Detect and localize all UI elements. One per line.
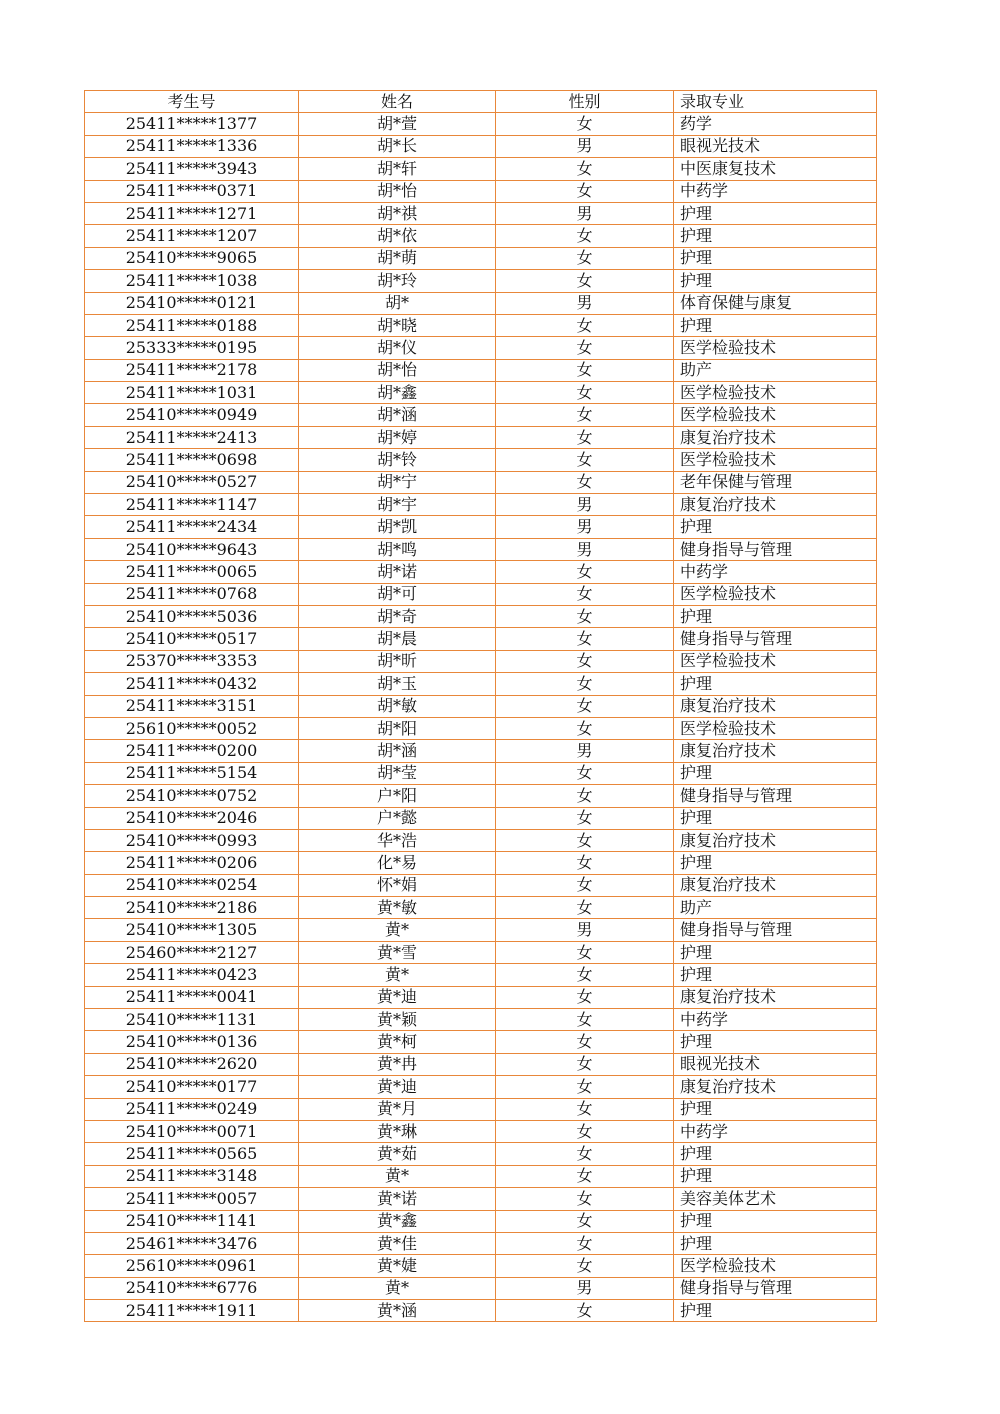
cell-major: 健身指导与管理 (674, 919, 877, 941)
cell-name: 胡*涵 (299, 740, 496, 762)
cell-gender: 女 (496, 1255, 674, 1277)
cell-name: 胡* (299, 292, 496, 314)
cell-name: 怀*娟 (299, 874, 496, 896)
cell-major: 护理 (674, 852, 877, 874)
cell-name: 胡*祺 (299, 202, 496, 224)
cell-name: 黄*诺 (299, 1188, 496, 1210)
table-row (85, 785, 877, 807)
cell-name: 黄*月 (299, 1098, 496, 1120)
table-row (85, 449, 877, 471)
cell-major: 康复治疗技术 (674, 426, 877, 448)
cell-major: 康复治疗技术 (674, 874, 877, 896)
cell-exam-number: 25410*****1305 (85, 919, 299, 941)
cell-gender: 女 (496, 1300, 674, 1322)
cell-major: 助产 (674, 897, 877, 919)
cell-major: 护理 (674, 964, 877, 986)
cell-major: 健身指导与管理 (674, 628, 877, 650)
cell-major: 护理 (674, 941, 877, 963)
cell-major: 健身指导与管理 (674, 1277, 877, 1299)
cell-exam-number: 25411*****2434 (85, 516, 299, 538)
cell-name: 黄*迪 (299, 986, 496, 1008)
cell-exam-number: 25461*****3476 (85, 1232, 299, 1254)
cell-exam-number: 25411*****0768 (85, 583, 299, 605)
cell-name: 黄* (299, 1277, 496, 1299)
table-row (85, 1188, 877, 1210)
cell-gender: 女 (496, 225, 674, 247)
cell-major: 中药学 (674, 1009, 877, 1031)
table-row (85, 471, 877, 493)
cell-exam-number: 25610*****0052 (85, 717, 299, 739)
cell-name: 胡*凯 (299, 516, 496, 538)
cell-name: 胡*昕 (299, 650, 496, 672)
cell-exam-number: 25411*****0041 (85, 986, 299, 1008)
cell-major: 护理 (674, 1031, 877, 1053)
cell-major: 中药学 (674, 1120, 877, 1142)
cell-name: 胡*宁 (299, 471, 496, 493)
cell-major: 医学检验技术 (674, 404, 877, 426)
cell-major: 医学检验技术 (674, 1255, 877, 1277)
cell-gender: 女 (496, 113, 674, 135)
table-row (85, 1098, 877, 1120)
cell-name: 胡*诺 (299, 561, 496, 583)
cell-exam-number: 25410*****0949 (85, 404, 299, 426)
cell-exam-number: 25411*****3151 (85, 695, 299, 717)
cell-name: 胡*长 (299, 135, 496, 157)
cell-name: 黄*冉 (299, 1053, 496, 1075)
cell-exam-number: 25411*****1911 (85, 1300, 299, 1322)
cell-gender: 女 (496, 158, 674, 180)
cell-exam-number: 25411*****1207 (85, 225, 299, 247)
cell-major: 医学检验技术 (674, 583, 877, 605)
cell-gender: 女 (496, 897, 674, 919)
cell-exam-number: 25411*****2413 (85, 426, 299, 448)
cell-exam-number: 25411*****1377 (85, 113, 299, 135)
cell-name: 胡*婷 (299, 426, 496, 448)
cell-major: 护理 (674, 1165, 877, 1187)
cell-major: 护理 (674, 516, 877, 538)
table-header-row (85, 91, 877, 113)
table-row (85, 1300, 877, 1322)
cell-name: 胡*玉 (299, 673, 496, 695)
table-row (85, 1120, 877, 1142)
cell-major: 护理 (674, 202, 877, 224)
cell-gender: 女 (496, 717, 674, 739)
cell-gender: 女 (496, 628, 674, 650)
cell-name: 黄*婕 (299, 1255, 496, 1277)
cell-gender: 女 (496, 605, 674, 627)
cell-name: 胡*敏 (299, 695, 496, 717)
cell-name: 黄*涵 (299, 1300, 496, 1322)
cell-exam-number: 25410*****9065 (85, 247, 299, 269)
cell-name: 胡*鑫 (299, 382, 496, 404)
cell-gender: 女 (496, 337, 674, 359)
table-row (85, 225, 877, 247)
cell-exam-number: 25410*****2620 (85, 1053, 299, 1075)
cell-exam-number: 25411*****3148 (85, 1165, 299, 1187)
cell-exam-number: 25410*****0121 (85, 292, 299, 314)
table-row (85, 426, 877, 448)
table-row (85, 292, 877, 314)
cell-gender: 女 (496, 1188, 674, 1210)
table-row (85, 1031, 877, 1053)
table-row (85, 1143, 877, 1165)
cell-major: 中药学 (674, 180, 877, 202)
table-row (85, 516, 877, 538)
cell-gender: 男 (496, 538, 674, 560)
cell-gender: 女 (496, 1120, 674, 1142)
table-row (85, 158, 877, 180)
table-row (85, 1232, 877, 1254)
cell-exam-number: 25411*****0065 (85, 561, 299, 583)
cell-name: 胡*玲 (299, 270, 496, 292)
cell-major: 医学检验技术 (674, 717, 877, 739)
cell-major: 护理 (674, 605, 877, 627)
cell-gender: 女 (496, 829, 674, 851)
table-row (85, 1053, 877, 1075)
cell-exam-number: 25411*****0565 (85, 1143, 299, 1165)
cell-exam-number: 25410*****0177 (85, 1076, 299, 1098)
cell-exam-number: 25410*****2186 (85, 897, 299, 919)
cell-name: 黄*迪 (299, 1076, 496, 1098)
table-row (85, 135, 877, 157)
cell-exam-number: 25411*****1031 (85, 382, 299, 404)
cell-exam-number: 25411*****0200 (85, 740, 299, 762)
table-row (85, 382, 877, 404)
cell-gender: 女 (496, 270, 674, 292)
cell-exam-number: 25411*****3943 (85, 158, 299, 180)
cell-major: 康复治疗技术 (674, 986, 877, 1008)
admission-table-body (85, 91, 877, 1322)
cell-gender: 女 (496, 449, 674, 471)
cell-exam-number: 25411*****0371 (85, 180, 299, 202)
cell-name: 胡*依 (299, 225, 496, 247)
cell-name: 黄* (299, 964, 496, 986)
cell-gender: 女 (496, 874, 674, 896)
table-row (85, 561, 877, 583)
cell-major: 康复治疗技术 (674, 695, 877, 717)
cell-major: 护理 (674, 1300, 877, 1322)
cell-gender: 女 (496, 247, 674, 269)
cell-exam-number: 25370*****3353 (85, 650, 299, 672)
table-row (85, 113, 877, 135)
cell-exam-number: 25411*****0423 (85, 964, 299, 986)
cell-major: 眼视光技术 (674, 135, 877, 157)
table-row (85, 1009, 877, 1031)
cell-name: 胡*萌 (299, 247, 496, 269)
cell-name: 胡*轩 (299, 158, 496, 180)
cell-major: 康复治疗技术 (674, 494, 877, 516)
cell-gender: 女 (496, 1165, 674, 1187)
cell-exam-number: 25410*****0517 (85, 628, 299, 650)
cell-exam-number: 25411*****0057 (85, 1188, 299, 1210)
cell-gender: 男 (496, 516, 674, 538)
cell-gender: 女 (496, 1031, 674, 1053)
cell-gender: 男 (496, 494, 674, 516)
cell-name: 黄*柯 (299, 1031, 496, 1053)
table-row (85, 919, 877, 941)
cell-major: 助产 (674, 359, 877, 381)
cell-gender: 女 (496, 314, 674, 336)
cell-name: 黄*颖 (299, 1009, 496, 1031)
cell-exam-number: 25411*****1147 (85, 494, 299, 516)
cell-major: 护理 (674, 314, 877, 336)
cell-exam-number: 25410*****0136 (85, 1031, 299, 1053)
cell-name: 胡*萱 (299, 113, 496, 135)
cell-major: 美容美体艺术 (674, 1188, 877, 1210)
cell-name: 胡*晓 (299, 314, 496, 336)
cell-gender: 女 (496, 785, 674, 807)
cell-major: 医学检验技术 (674, 337, 877, 359)
table-row (85, 986, 877, 1008)
cell-exam-number: 25460*****2127 (85, 941, 299, 963)
table-row (85, 874, 877, 896)
table-row (85, 404, 877, 426)
cell-major: 中医康复技术 (674, 158, 877, 180)
cell-name: 黄* (299, 1165, 496, 1187)
table-row (85, 1210, 877, 1232)
table-row (85, 247, 877, 269)
cell-gender: 女 (496, 650, 674, 672)
cell-major: 护理 (674, 673, 877, 695)
cell-gender: 女 (496, 1210, 674, 1232)
table-row (85, 628, 877, 650)
cell-name: 黄* (299, 919, 496, 941)
cell-name: 胡*怡 (299, 359, 496, 381)
cell-name: 胡*阳 (299, 717, 496, 739)
table-row (85, 583, 877, 605)
header-gender: 性别 (496, 91, 674, 113)
cell-name: 户*懿 (299, 807, 496, 829)
cell-name: 胡*怡 (299, 180, 496, 202)
cell-major: 药学 (674, 113, 877, 135)
table-row (85, 807, 877, 829)
table-row (85, 202, 877, 224)
table-row (85, 180, 877, 202)
cell-exam-number: 25610*****0961 (85, 1255, 299, 1277)
cell-exam-number: 25411*****1336 (85, 135, 299, 157)
cell-major: 康复治疗技术 (674, 829, 877, 851)
table-row (85, 964, 877, 986)
cell-name: 胡*莹 (299, 762, 496, 784)
cell-gender: 女 (496, 471, 674, 493)
table-row (85, 605, 877, 627)
cell-major: 健身指导与管理 (674, 785, 877, 807)
header-exam-number: 考生号 (85, 91, 299, 113)
cell-major: 护理 (674, 1210, 877, 1232)
cell-major: 中药学 (674, 561, 877, 583)
cell-major: 护理 (674, 225, 877, 247)
table-row (85, 494, 877, 516)
cell-name: 黄*茹 (299, 1143, 496, 1165)
cell-gender: 女 (496, 1053, 674, 1075)
cell-exam-number: 25411*****1271 (85, 202, 299, 224)
cell-gender: 女 (496, 359, 674, 381)
table-row (85, 538, 877, 560)
cell-name: 黄*佳 (299, 1232, 496, 1254)
cell-exam-number: 25411*****0188 (85, 314, 299, 336)
cell-major: 康复治疗技术 (674, 740, 877, 762)
cell-exam-number: 25411*****0249 (85, 1098, 299, 1120)
cell-major: 护理 (674, 1143, 877, 1165)
cell-gender: 女 (496, 1009, 674, 1031)
cell-name: 黄*鑫 (299, 1210, 496, 1232)
cell-exam-number: 25410*****0527 (85, 471, 299, 493)
cell-exam-number: 25411*****2178 (85, 359, 299, 381)
cell-gender: 女 (496, 807, 674, 829)
table-row (85, 829, 877, 851)
cell-gender: 女 (496, 1232, 674, 1254)
table-row (85, 695, 877, 717)
cell-gender: 女 (496, 561, 674, 583)
cell-major: 眼视光技术 (674, 1053, 877, 1075)
cell-name: 胡*可 (299, 583, 496, 605)
cell-exam-number: 25411*****5154 (85, 762, 299, 784)
cell-name: 黄*琳 (299, 1120, 496, 1142)
table-row (85, 314, 877, 336)
table-row (85, 1165, 877, 1187)
cell-major: 医学检验技术 (674, 449, 877, 471)
table-row (85, 359, 877, 381)
table-row (85, 717, 877, 739)
cell-gender: 男 (496, 1277, 674, 1299)
cell-exam-number: 25410*****9643 (85, 538, 299, 560)
cell-exam-number: 25411*****0698 (85, 449, 299, 471)
cell-major: 康复治疗技术 (674, 1076, 877, 1098)
cell-exam-number: 25410*****2046 (85, 807, 299, 829)
cell-major: 老年保健与管理 (674, 471, 877, 493)
cell-gender: 女 (496, 964, 674, 986)
table-row (85, 1255, 877, 1277)
cell-exam-number: 25333*****0195 (85, 337, 299, 359)
cell-gender: 男 (496, 202, 674, 224)
cell-major: 健身指导与管理 (674, 538, 877, 560)
admission-table (84, 90, 877, 1322)
table-row (85, 941, 877, 963)
table-row (85, 1277, 877, 1299)
cell-name: 胡*鸣 (299, 538, 496, 560)
cell-gender: 男 (496, 292, 674, 314)
cell-gender: 女 (496, 941, 674, 963)
cell-gender: 女 (496, 762, 674, 784)
cell-gender: 女 (496, 382, 674, 404)
table-row (85, 762, 877, 784)
cell-name: 黄*敏 (299, 897, 496, 919)
cell-gender: 女 (496, 673, 674, 695)
cell-exam-number: 25410*****1131 (85, 1009, 299, 1031)
table-row (85, 1076, 877, 1098)
cell-major: 医学检验技术 (674, 650, 877, 672)
cell-name: 胡*涵 (299, 404, 496, 426)
cell-gender: 男 (496, 135, 674, 157)
cell-major: 护理 (674, 270, 877, 292)
cell-major: 护理 (674, 1098, 877, 1120)
cell-name: 化*易 (299, 852, 496, 874)
cell-gender: 女 (496, 583, 674, 605)
cell-name: 胡*晨 (299, 628, 496, 650)
cell-exam-number: 25410*****0993 (85, 829, 299, 851)
cell-name: 华*浩 (299, 829, 496, 851)
cell-exam-number: 25411*****0206 (85, 852, 299, 874)
cell-exam-number: 25410*****0752 (85, 785, 299, 807)
cell-exam-number: 25410*****6776 (85, 1277, 299, 1299)
header-major: 录取专业 (674, 91, 877, 113)
cell-major: 护理 (674, 762, 877, 784)
cell-exam-number: 25411*****0432 (85, 673, 299, 695)
table-row (85, 897, 877, 919)
cell-exam-number: 25410*****1141 (85, 1210, 299, 1232)
table-row (85, 270, 877, 292)
cell-major: 护理 (674, 247, 877, 269)
cell-exam-number: 25411*****1038 (85, 270, 299, 292)
cell-gender: 男 (496, 919, 674, 941)
cell-name: 胡*宇 (299, 494, 496, 516)
cell-gender: 男 (496, 740, 674, 762)
cell-gender: 女 (496, 1076, 674, 1098)
table-row (85, 673, 877, 695)
cell-gender: 女 (496, 426, 674, 448)
cell-major: 护理 (674, 807, 877, 829)
table-row (85, 852, 877, 874)
cell-major: 护理 (674, 1232, 877, 1254)
cell-exam-number: 25410*****0071 (85, 1120, 299, 1142)
cell-name: 胡*仪 (299, 337, 496, 359)
cell-name: 户*阳 (299, 785, 496, 807)
cell-exam-number: 25410*****5036 (85, 605, 299, 627)
cell-name: 胡*奇 (299, 605, 496, 627)
cell-name: 胡*铃 (299, 449, 496, 471)
header-name: 姓名 (299, 91, 496, 113)
cell-major: 医学检验技术 (674, 382, 877, 404)
table-row (85, 740, 877, 762)
cell-gender: 女 (496, 180, 674, 202)
cell-gender: 女 (496, 986, 674, 1008)
cell-gender: 女 (496, 852, 674, 874)
cell-gender: 女 (496, 695, 674, 717)
cell-gender: 女 (496, 1143, 674, 1165)
cell-gender: 女 (496, 1098, 674, 1120)
table-row (85, 337, 877, 359)
cell-gender: 女 (496, 404, 674, 426)
cell-major: 体育保健与康复 (674, 292, 877, 314)
table-row (85, 650, 877, 672)
cell-exam-number: 25410*****0254 (85, 874, 299, 896)
cell-name: 黄*雪 (299, 941, 496, 963)
